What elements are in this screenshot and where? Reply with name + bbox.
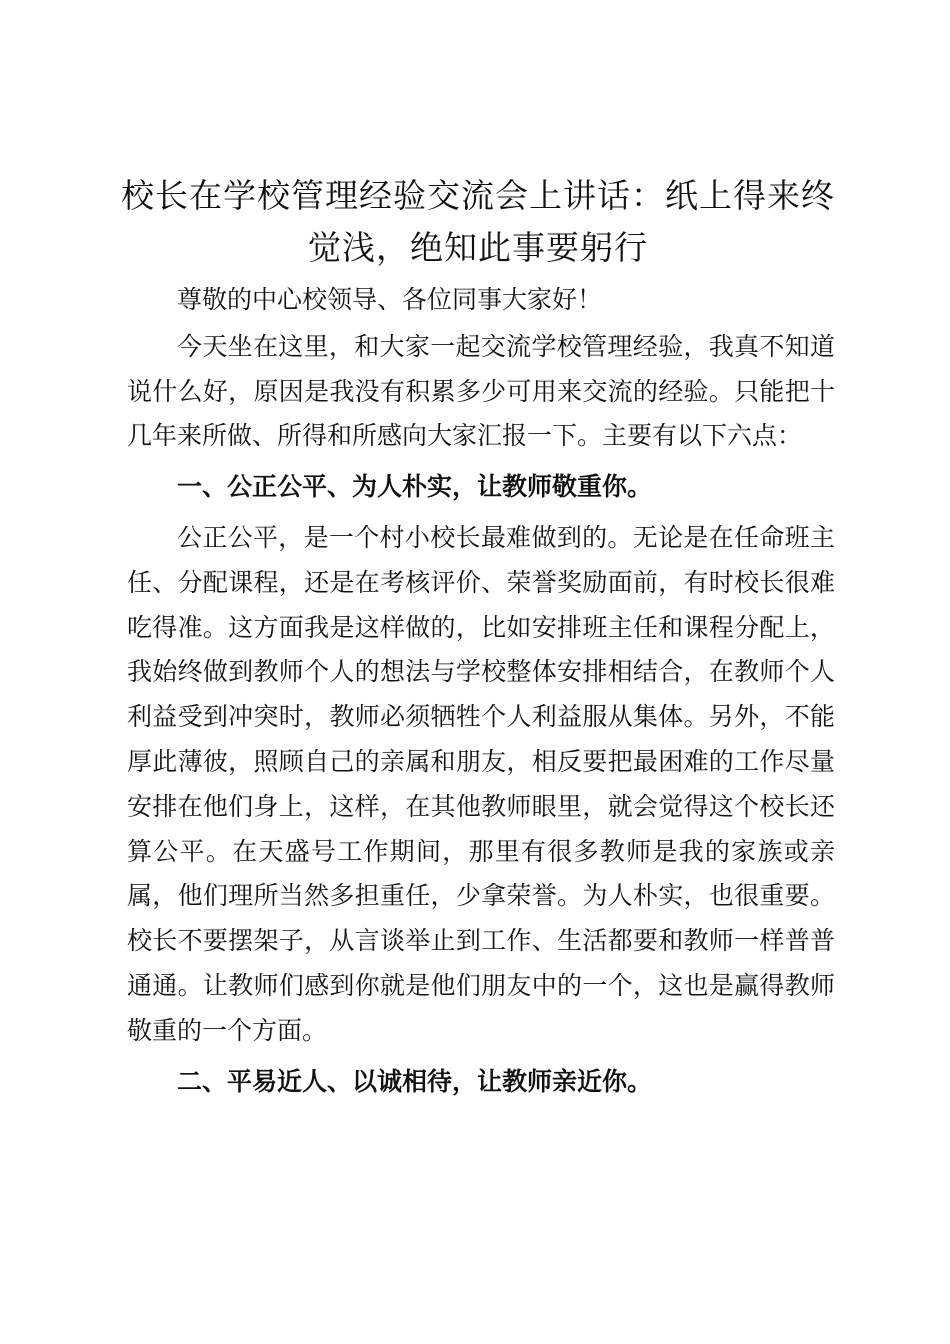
greeting-paragraph: 尊敬的中心校领导、各位同事大家好！: [177, 285, 603, 314]
document-body: [127, 278, 835, 1110]
document-title: 校长在学校管理经验交流会上讲话：纸上得来终觉浅，绝知此事要躬行: [121, 176, 835, 267]
intro-paragraph: 今天坐在这里，和大家一起交流学校管理经验，我真不知道说什么好，原因是我没有积累多少可用来交流的经验。只能把十几年来所做、所得和所感向大家汇报一下。主要有以下六点：: [127, 331, 835, 451]
section-heading-2: 二、平易近人、以诚相待，让教师亲近你。: [177, 1066, 653, 1096]
section-heading-1: 一、公正公平、为人朴实，让教师敬重你。: [177, 472, 653, 502]
section-body-1: 公正公平，是一个村小校长最难做到的。无论是在任命班主任、分配课程，还是在考核评价、荣誉奖励面前，有时校长很难吃得准。这方面我是这样做的，比如安排班主任和课程分配上，我始终做到教师个人的想法与学校整体安排相结合，在教师个人利益受到冲突时，教师必须牺牲个人利益服从集体。另外，不能厚此薄彼，照顾自己的亲属和朋友，相反要把最困难的工作尽量安排在他们身上，这样，在其他教师眼里，就会觉得这个校长还算公平。在天盛号工作期间，那里有很多教师是我的家族或亲属，他们理所当然多担重任，少拿荣誉。为人朴实，也很重要。校长不要摆架子，从言谈举止到工作、生活都要和教师一样普普通通。让教师们感到你就是他们朋友中的一个，这也是赢得教师敬重的一个方面。: [127, 522, 835, 1045]
